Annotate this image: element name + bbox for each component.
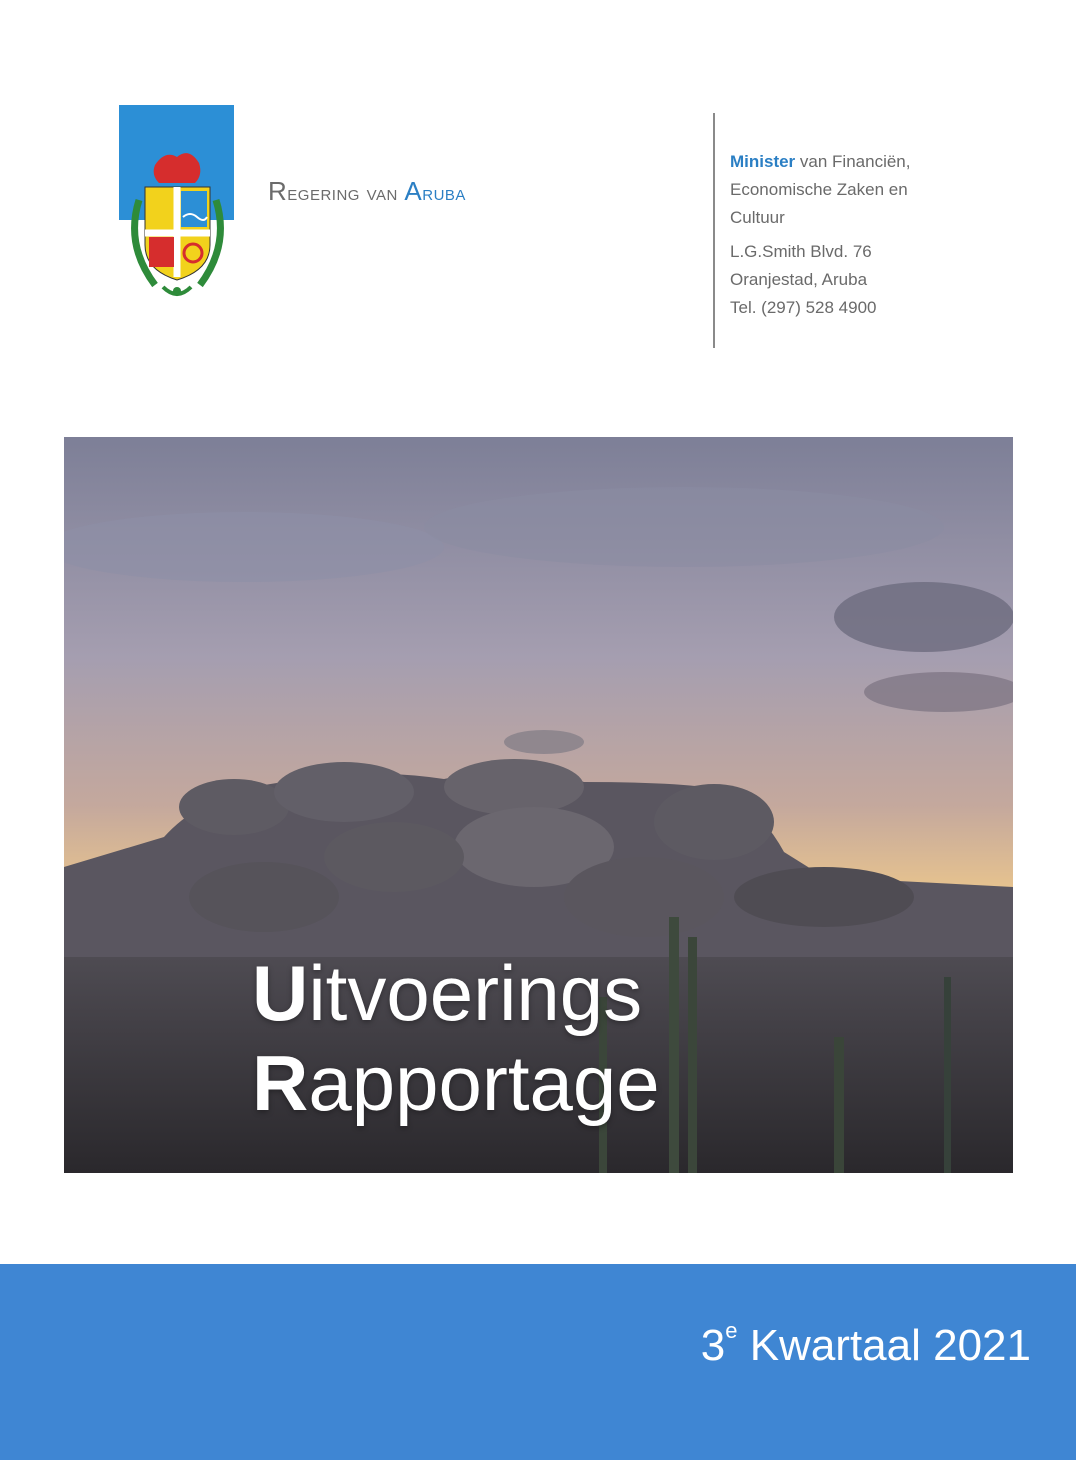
address-line-1: L.G.Smith Blvd. 76: [730, 242, 872, 261]
header-divider: [713, 113, 715, 348]
ministry-line-1: Minister van Financiën,: [730, 152, 911, 171]
ministry-contact-block: [730, 148, 910, 322]
coat-of-arms-logo: [115, 105, 240, 305]
footer-band: [0, 1264, 1076, 1460]
ministry-line-2: Economische Zaken en: [730, 180, 908, 199]
ministry-line-3: Cultuur: [730, 208, 785, 227]
phone-line: Tel. (297) 528 4900: [730, 298, 877, 317]
title-line-1: Uitvoerings: [252, 949, 643, 1037]
title-line-2: Rapportage: [252, 1039, 660, 1127]
government-name: Regering van Aruba: [268, 176, 466, 206]
address-line-2: Oranjestad, Aruba: [730, 270, 868, 289]
report-title: [252, 948, 660, 1128]
quarter-label: 3e Kwartaal 2021: [700, 1318, 1031, 1370]
minister-label: Minister: [730, 152, 796, 171]
